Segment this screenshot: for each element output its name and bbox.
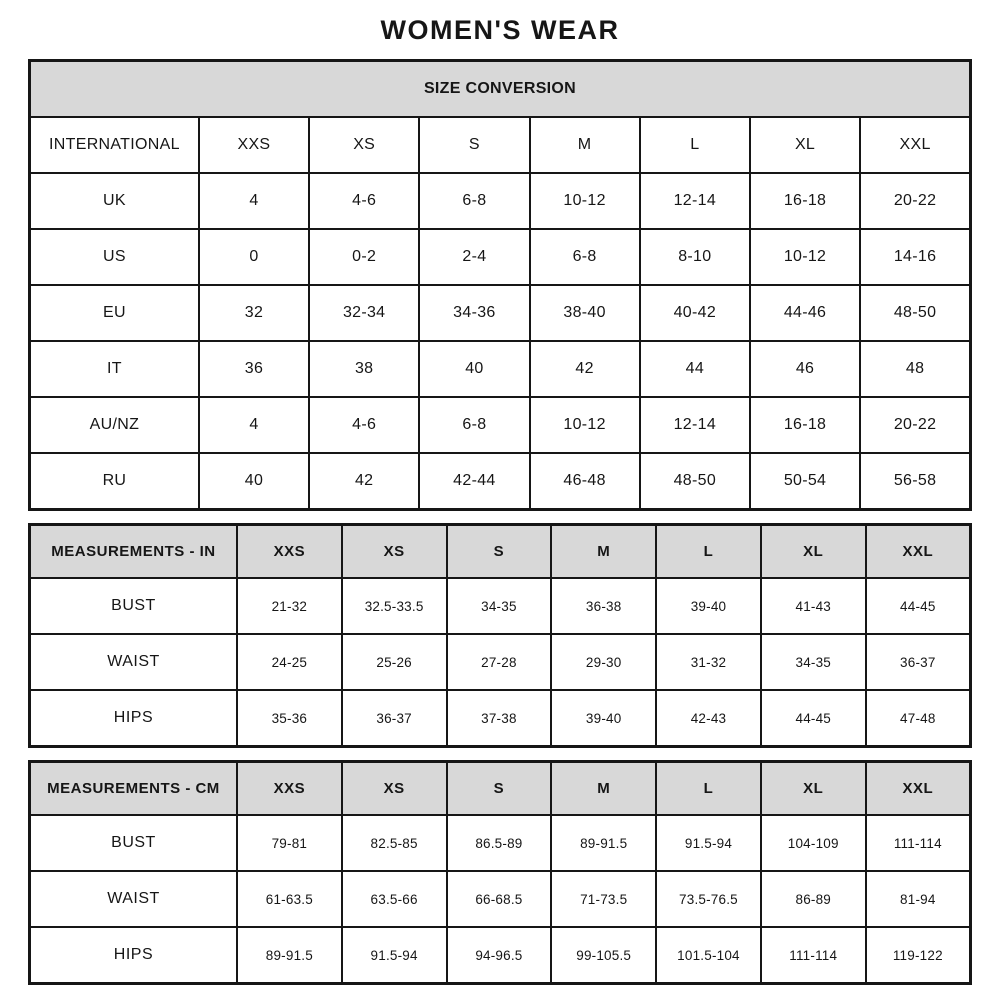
table-row [30,634,971,690]
row-label: WAIST [30,634,237,690]
value-cell: 104-109 [761,815,866,871]
value-cell: 27-28 [447,634,552,690]
table-row [30,815,971,871]
size-column-header: XL [750,117,860,173]
size-column-header: L [640,117,750,173]
value-cell: 0 [199,229,309,285]
value-cell: 99-105.5 [551,927,656,984]
value-cell: 46 [750,341,860,397]
row-label: EU [30,285,199,341]
value-cell: 48 [860,341,970,397]
value-cell: 16-18 [750,397,860,453]
value-cell: 20-22 [860,397,970,453]
size-column-header: XXS [237,525,342,579]
value-cell: 10-12 [530,397,640,453]
table-row [30,285,971,341]
value-cell: 42 [530,341,640,397]
row-label: WAIST [30,871,237,927]
value-cell: 81-94 [866,871,971,927]
table-row [30,927,971,984]
measurements-cm-table [28,760,972,985]
banner-row [30,61,971,118]
row-label: AU/NZ [30,397,199,453]
value-cell: 10-12 [530,173,640,229]
value-cell: 63.5-66 [342,871,447,927]
value-cell: 12-14 [640,397,750,453]
size-conversion-table [28,59,972,511]
value-cell: 82.5-85 [342,815,447,871]
value-cell: 10-12 [750,229,860,285]
value-cell: 89-91.5 [237,927,342,984]
value-cell: 21-32 [237,578,342,634]
value-cell: 91.5-94 [342,927,447,984]
value-cell: 38 [309,341,419,397]
size-column-header: M [551,762,656,816]
table-label-header: MEASUREMENTS - IN [30,525,237,579]
value-cell: 8-10 [640,229,750,285]
value-cell: 71-73.5 [551,871,656,927]
value-cell: 44-46 [750,285,860,341]
value-cell: 40 [419,341,529,397]
value-cell: 101.5-104 [656,927,761,984]
table-row [30,690,971,747]
size-column-header: L [656,762,761,816]
value-cell: 37-38 [447,690,552,747]
value-cell: 40-42 [640,285,750,341]
table-label-header: MEASUREMENTS - CM [30,762,237,816]
size-column-header: XS [342,762,447,816]
value-cell: 32-34 [309,285,419,341]
value-cell: 42 [309,453,419,510]
row-label: UK [30,173,199,229]
row-label: BUST [30,578,237,634]
value-cell: 36-38 [551,578,656,634]
value-cell: 39-40 [656,578,761,634]
value-cell: 86-89 [761,871,866,927]
value-cell: 79-81 [237,815,342,871]
value-cell: 35-36 [237,690,342,747]
value-cell: 6-8 [419,173,529,229]
value-cell: 56-58 [860,453,970,510]
tables-container [0,59,1000,985]
value-cell: 44-45 [866,578,971,634]
value-cell: 48-50 [640,453,750,510]
value-cell: 4 [199,173,309,229]
value-cell: 73.5-76.5 [656,871,761,927]
value-cell: 34-36 [419,285,529,341]
value-cell: 32.5-33.5 [342,578,447,634]
value-cell: 12-14 [640,173,750,229]
value-cell: 14-16 [860,229,970,285]
value-cell: 119-122 [866,927,971,984]
row-label: HIPS [30,690,237,747]
table-row [30,453,971,510]
value-cell: 50-54 [750,453,860,510]
size-column-header: S [447,762,552,816]
value-cell: 111-114 [761,927,866,984]
column-header-row [30,525,971,579]
value-cell: 91.5-94 [656,815,761,871]
row-label: HIPS [30,927,237,984]
row-label: US [30,229,199,285]
column-header-row [30,117,971,173]
size-column-header: XXS [237,762,342,816]
value-cell: 44-45 [761,690,866,747]
value-cell: 44 [640,341,750,397]
value-cell: 41-43 [761,578,866,634]
value-cell: 34-35 [447,578,552,634]
row-label: IT [30,341,199,397]
size-column-header: XL [761,525,866,579]
value-cell: 20-22 [860,173,970,229]
page-title: WOMEN'S WEAR [380,15,620,45]
value-cell: 47-48 [866,690,971,747]
size-column-header: M [530,117,640,173]
column-header-row [30,762,971,816]
value-cell: 46-48 [530,453,640,510]
value-cell: 24-25 [237,634,342,690]
size-column-header: M [551,525,656,579]
value-cell: 2-4 [419,229,529,285]
value-cell: 4-6 [309,397,419,453]
value-cell: 36-37 [866,634,971,690]
table-banner: SIZE CONVERSION [30,61,971,118]
value-cell: 6-8 [530,229,640,285]
size-column-header: XXS [199,117,309,173]
size-column-header: S [419,117,529,173]
value-cell: 94-96.5 [447,927,552,984]
size-column-header: L [656,525,761,579]
row-label: BUST [30,815,237,871]
size-column-header: S [447,525,552,579]
value-cell: 31-32 [656,634,761,690]
value-cell: 36-37 [342,690,447,747]
value-cell: 29-30 [551,634,656,690]
value-cell: 39-40 [551,690,656,747]
value-cell: 86.5-89 [447,815,552,871]
size-column-header: XXL [866,525,971,579]
value-cell: 34-35 [761,634,866,690]
value-cell: 4-6 [309,173,419,229]
value-cell: 89-91.5 [551,815,656,871]
value-cell: 66-68.5 [447,871,552,927]
size-column-header: XL [761,762,866,816]
table-row [30,578,971,634]
measurements-in-table [28,523,972,748]
value-cell: 48-50 [860,285,970,341]
value-cell: 25-26 [342,634,447,690]
value-cell: 42-43 [656,690,761,747]
table-row [30,341,971,397]
size-column-header: XXL [860,117,970,173]
table-row [30,871,971,927]
size-column-header: XXL [866,762,971,816]
value-cell: 6-8 [419,397,529,453]
table-row [30,173,971,229]
value-cell: 42-44 [419,453,529,510]
table-row [30,229,971,285]
value-cell: 111-114 [866,815,971,871]
value-cell: 40 [199,453,309,510]
value-cell: 0-2 [309,229,419,285]
table-label-header: INTERNATIONAL [30,117,199,173]
size-column-header: XS [342,525,447,579]
table-row [30,397,971,453]
value-cell: 32 [199,285,309,341]
value-cell: 61-63.5 [237,871,342,927]
row-label: RU [30,453,199,510]
value-cell: 16-18 [750,173,860,229]
size-column-header: XS [309,117,419,173]
value-cell: 36 [199,341,309,397]
value-cell: 4 [199,397,309,453]
value-cell: 38-40 [530,285,640,341]
